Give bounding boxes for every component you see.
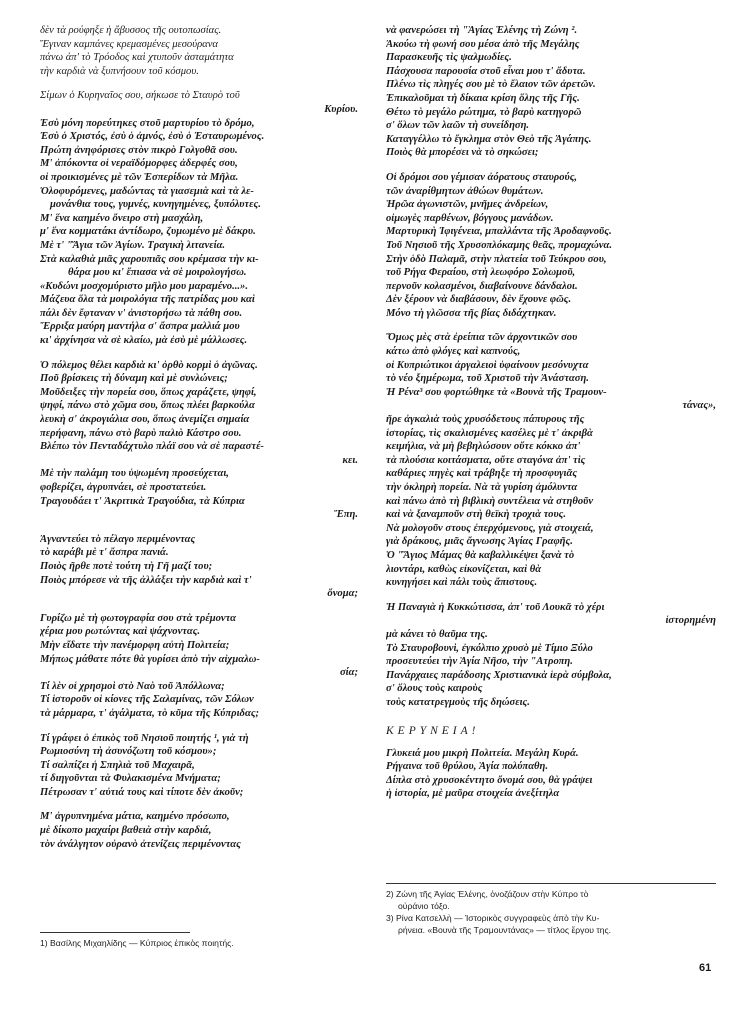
verse-line: Ὅμως μὲς στὰ ἐρείπια τῶν ἀρχοντικῶν σου xyxy=(386,332,578,344)
verse-line: καὶ πάνω ἀπὸ τὴ βιβλικὴ συντέλεια νὰ στηθοῦν xyxy=(386,495,594,507)
verse-line: Ρήγαινα τοῦ θρύλου, Ἁγία πολύπαθη. xyxy=(386,761,549,773)
verse-line: Στὴν ὁδὸ Παλαμᾶ, στὴν πλατεία τοῦ Τεύκρου σου, xyxy=(386,253,607,265)
verse-line: τάνας», xyxy=(682,400,716,412)
verse-line: μ' ἕνα κομματάκι ἀντίδωρο, ζυμωμένο μὲ δάκρυ. xyxy=(40,226,256,238)
verse-line: Ποῦ βρίσκεις τὴ δύναμη καὶ μὲ συνλώνεις; xyxy=(40,373,228,385)
page-number: 61 xyxy=(699,962,712,974)
footnote: οὐράνιο τόξο. xyxy=(398,901,450,911)
verse-line: κάτω ἀπὸ φλόγες καὶ καπνούς, xyxy=(386,346,521,358)
verse-line: Μὲ τὴν παλάμη του ὑψωμένη προσεύχεται, xyxy=(40,468,229,480)
verse-line: Νὰ μολογοῦν στους ἐπερχόμενους, γιὰ στοιχειά, xyxy=(386,522,594,534)
verse-line: Τί γράφει ὁ ἐπικὸς τοῦ Νησιοῦ ποιητής ¹, γιὰ τὴ xyxy=(40,732,249,744)
verse-line: τὸ καράβι μὲ τ' ἄσπρα πανιά. xyxy=(40,547,169,559)
verse-line: μονάνθια τους, γυμνές, κυνηγημένες, ξυπόλυτες. xyxy=(50,199,261,211)
verse-line: Μὴν εἴδατε τὴν πανέμορφη αὐτὴ Πολιτεία; xyxy=(40,639,230,651)
stanza xyxy=(40,24,358,78)
verse-line: ὄνομα; xyxy=(327,588,358,600)
verse-line: Πέτρωσαν τ' αὐτιά τους καὶ τίποτε δὲν ἀκοῦν; xyxy=(40,786,244,798)
verse-line: περνοῦν κολασμένοι, διαβαίνουνε δάνδαλοι. xyxy=(386,280,578,292)
verse-line: Ἡρῶα ἀγωνιστῶν, μνῆμες ἀνδρείων, xyxy=(386,199,549,211)
stanza xyxy=(386,601,716,710)
verse-line: Ἐσὺ μόνη πορεύτηκες στοῦ μαρτυρίου τὸ δρόμο, xyxy=(40,117,255,129)
verse-line: Τοῦ Νησιοῦ τῆς Χρυσοπλόκαμης θεᾶς, προμαχώνα. xyxy=(386,239,612,251)
verse-line: τοῦ Ρήγα Φεραίου, στὴ λεωφόρο Σολωμοῦ, xyxy=(386,267,576,279)
verse-line: Ἀκούω τὴ φωνή σου μέσα ἀπὸ τῆς Μεγάλης xyxy=(386,38,580,50)
verse-line: δὲν τὰ ρούφηξε ἡ ἄβυσσος τῆς ουτοπωσίας. xyxy=(40,25,222,36)
verse-line: Σίμων ὁ Κυρηναῖος σου, σήκωσε τὸ Σταυρὸ τοῦ xyxy=(40,90,240,102)
verse-line: Ἡ Παναγιὰ ἡ Κυκκώτισσα, ἀπ' τοῦ Λουκᾶ τὸ χέρι xyxy=(386,601,605,613)
verse-line: τῶν ἀναρίθμητων ἀθώων θυμάτων. xyxy=(386,185,544,197)
right-footnotes xyxy=(386,883,716,936)
verse-line: Πρώτη ἀνηφόρισες στὸν πικρὸ Γολγοθᾶ σου. xyxy=(40,144,238,156)
verse-line: Ἐπικαλοῦμαι τὴ δίκαια κρίση ὅλης τῆς Γῆς. xyxy=(386,92,580,104)
stanza xyxy=(386,747,716,801)
verse-line: Ἔπη. xyxy=(333,509,358,521)
stanza xyxy=(386,331,716,589)
right-column xyxy=(386,24,716,801)
stanza xyxy=(40,533,358,601)
verse-line: οἱ Κυπριώτικοι ἀργαλειοὶ ὑφαίνουν μεσόνυχτα xyxy=(386,359,589,371)
verse-line: Ποιὸς μπόρεσε νὰ τῆς ἀλλάξει τὴν καρδιὰ καὶ τ' xyxy=(40,574,252,586)
verse-line: Ποιὸς ῆρθε ποτὲ τούτη τὴ Γῆ μαζί του; xyxy=(40,560,213,572)
verse-line: σ' ὅλων τῶν λαῶν τὴ συνείδηση. xyxy=(386,120,530,132)
stanza xyxy=(40,810,358,851)
verse-line: Ποιὸς θὰ μπορέσει νὰ τὸ σηκώσει; xyxy=(386,147,539,159)
verse-line: κειμήλια, νὰ μὴ βεβηλώσουν οὔτε κόκκο ἀπ' xyxy=(386,441,581,453)
verse-line: προσευτεύει τὴν Ἁγία Νῆσο, τὴν "Ατροπη. xyxy=(386,656,573,668)
verse-line: ῆρε ἀγκαλιὰ τοὺς χρυσόδετους πάπυρους τῆς xyxy=(386,414,585,426)
verse-line: οἱ προικισμένες μὲ τῶν Ἑσπερίδων τὰ Μῆλα. xyxy=(40,171,239,183)
verse-line: ἱστορίας, τὶς σκαλισμένες κασέλες μὲ τ' ἀκριβὰ xyxy=(386,427,593,439)
verse-line: ψηφί, πάνω στὸ χῶμα σου, ὅπως πλέει βαρκούλα xyxy=(40,400,255,412)
verse-line: καθάριες πηγὲς καὶ τράβηξε τὴ προσφυγιᾶς xyxy=(386,468,578,480)
verse-line: Ὀλοφυρόμενες, μαδώντας τὰ γιασεμιὰ καὶ τὰ λε- xyxy=(40,185,254,197)
verse-line: Στὰ καλαθιὰ μιᾶς χαρουπιᾶς σου κρέμασα τὴν κι- xyxy=(40,253,259,265)
verse-line: τὴν ὀκληρὴ πορεία. Νὰ τὰ γυρίση ἀμόλυντα xyxy=(386,482,578,493)
verse-line: Τί λὲν οἱ χρησμοὶ στὸ Ναὸ τοῦ Ἀπόλλωνα; xyxy=(40,680,225,692)
verse-line: Ἀγναντεύει τὸ πέλαγο περιμένοντας xyxy=(40,533,196,545)
verse-line: Ὁ "Ἅγιος Μάμας θὰ καβαλλικέψει ξανὰ τὸ xyxy=(386,549,575,561)
verse-line: Τὸ Σταυροβουνὶ, ἐγκόλπιο χρυσὸ μὲ Τίμιο Ξύλο xyxy=(386,642,593,654)
footnote: ρήνεια. «Βουνὰ τῆς Τραμουντάνας» — τίτλος ἔργου της. xyxy=(398,925,612,935)
verse-line: Τί σαλπίζει ἡ Σπηλιὰ τοῦ Μαχαιρᾶ, xyxy=(40,759,195,771)
verse-line: Βλέπω τὸν Πενταδάχτυλο πλάϊ σου νὰ σὲ παραστέ- xyxy=(40,441,264,453)
verse-line: πάλι δὲν ἔφταναν ν' ἀνιστορήσω τὰ πάθη σου. xyxy=(40,307,243,319)
verse-line: Πλένω τὶς πληγές σου μὲ τὸ ἔλαιον τῶν ἀρετῶν. xyxy=(386,79,596,91)
verse-line: θάρα μου κι' ἔπιασα νὰ σὲ μοιρολογήσω. xyxy=(68,267,247,279)
verse-line: περήφανη, πάνω στὸ βαρὺ παλιὸ Κάστρο σου. xyxy=(40,427,242,439)
stanza xyxy=(40,89,358,347)
left-column xyxy=(40,24,358,851)
footnote: 2) Ζώνη τῆς Ἁγίας Ἑλένης, ὀνοζάζουν στὴν Κύπρο τὸ xyxy=(386,889,589,899)
verse-line: κυνηγήσει καὶ πάλι τοὺς ἄπιστους. xyxy=(386,577,538,589)
verse-line: τί διηγοῦνται τὰ Φυλακισμένα Μνήματα; xyxy=(40,773,221,785)
verse-line: Καταγγέλλω τὸ ἔγκλημα στὸν Θεὸ τῆς Ἀγάπης. xyxy=(386,133,592,145)
verse-line: καὶ νὰ ξαναμποῦν στὴ θεϊκὴ τροχιὰ τους. xyxy=(386,509,567,521)
footnote: 1) Βασίλης Μιχαηλίδης — Κύπριος ἐπικὸς ποιητής. xyxy=(40,938,234,948)
verse-line: σία; xyxy=(339,667,358,679)
verse-line: πάνω ἀπ' τὸ Τρόοδος καὶ χτυποῦν ἀσταμάτητα xyxy=(40,52,234,64)
verse-line: τὰ πλούσια κοιτάσματα, οὔτε σταγόνα ἀπ' τὶς xyxy=(386,454,586,466)
stanza xyxy=(386,24,716,160)
footnote: 3) Ρίνα Κατσελλὴ — Ἱστορικὸς συγγραφεὺς ἀπὸ τὴν Κυ- xyxy=(386,913,600,923)
verse-line: Μ' ἀπόκοντα οἱ νεραϊδόμορφες ἀδερφές σου, xyxy=(40,158,238,170)
verse-line: Πανάρχαιες παράδοσης Χριστιανικὰ ἱερὰ σύμβολα, xyxy=(386,669,612,681)
section-heading: ΚΕΡΥΝΕΙΑ! xyxy=(386,724,480,737)
verse-line: Ἔρριξα μαύρη μαντήλα σ' ἄσπρα μαλλιά μου xyxy=(40,321,240,333)
verse-line: τὰ μάρμαρα, τ' ἀγάλματα, τὸ κῦμα τῆς Κύπριδας; xyxy=(40,707,260,719)
verse-line: Ἐσὺ ὁ Χριστός, ἐσὺ ὁ ἀμνός, ἐσὺ ὁ Ἐσταυρωμένος. xyxy=(40,131,265,143)
verse-line: χέρια μου ρωτώντας καὶ ψάχνοντας. xyxy=(40,626,201,638)
verse-line: Γυρίζω μὲ τὴ φωτογραφία σου στὰ τρέμοντα xyxy=(40,612,236,624)
verse-line: φοβερίζει, ἀγρυπνάει, σὲ προστατεύει. xyxy=(40,482,207,493)
verse-line: Μ' ἕνα καημένο ὄνειρο στὴ μασχάλη, xyxy=(40,212,204,224)
verse-line: Δὲν ξέρουν νὰ διαβάσουν, δὲν ἔχουνε φῶς. xyxy=(386,294,572,306)
verse-line: Μὲ τ' "Ἅγια τῶν Ἁγίων. Τραγικὴ λιτανεία. xyxy=(40,239,226,251)
verse-line: Ἡ Ρένα³ σου φορτώθηκε τὰ «Βουνὰ τῆς Τραμουν- xyxy=(386,386,607,398)
verse-line: οἰμωγὲς παρθένων, βόγγους μανάδων. xyxy=(386,212,554,224)
verse-line: Τί ἱστοροῦν οἱ κίονες τῆς Σαλαμίνας, τῶν Σόλων xyxy=(40,694,254,706)
verse-line: Παρασκευῆς τὶς ψαλμωδίες. xyxy=(386,52,512,64)
verse-line: κι' ἀρχίνησα νὰ σὲ κλαίω, μὰ ἐσὺ μὲ μάλλωσες. xyxy=(40,335,248,347)
verse-line: Μαρτυρικὴ Ἰφιγένεια, μπαλλάντα τῆς Ἀροδαφνοῦς. xyxy=(386,226,612,238)
verse-line: Μόνο τὴ γλῶσσα τῆς βίας διδάχτηκαν. xyxy=(386,307,557,319)
verse-line: «Κυδώνι μοσχομύριστο μῆλο μου μαραμένο...». xyxy=(40,280,248,292)
verse-line: σ' ὅλους τοὺς καιροὺς xyxy=(386,683,483,695)
verse-line: μὰ κάνει τὸ θαῦμα της. xyxy=(386,628,488,640)
verse-line: λευκὴ σ' ἀκρογιάλια σου, ὅπως ἀνεμίζει σημαία xyxy=(40,414,250,426)
verse-line: μὲ δίκοπο μαχαίρι βαθειὰ στὴν καρδιά, xyxy=(40,825,212,837)
verse-line: Μοῦδειξες τὴν πορεία σου, ὅπως χαράζετε, ψηφί, xyxy=(40,386,257,398)
verse-line: τὸ νέο ξημέρωμα, τοῦ Χριστοῦ τὴν Ἀνάσταση. xyxy=(386,373,589,385)
verse-line: νὰ φανερώσει τὴ "Ἁγίας Ἑλένης τὴ Ζώνη ². xyxy=(386,25,578,36)
verse-line: ἡ ἱστορία, μὲ μαῦρα στοιχεία ἀνεξίτηλα xyxy=(386,788,560,800)
verse-line: Δίπλα στὸ χρυσοκέντητο ὄνομά σου, θὰ γράψει xyxy=(386,774,593,786)
verse-line: τὸν ἀνάλγητον οὐρανὸ ἀτενίζεις περιμένοντας xyxy=(40,838,241,850)
verse-line: γιὰ δράκους, μιᾶς ἄγνωσης Ἁγίας Γραφῆς. xyxy=(386,536,573,548)
verse-line: τὴν καρδιὰ νὰ ξυπνήσουν τοῦ κόσμου. xyxy=(40,65,199,77)
verse-line: Πάσχουσα παρουσία στοῦ εἶναι μου τ' ἄδυτα. xyxy=(386,65,586,77)
verse-line: Ρωμιοσύνη τὴ ἀσυνόζωτη τοῦ κόσμου»; xyxy=(40,746,217,758)
stanza xyxy=(40,612,358,721)
verse-line: κει. xyxy=(342,454,358,466)
verse-line: λιοντάρι, καθὼς εἰκονίζεται, καὶ θὰ xyxy=(386,563,542,575)
verse-line: Κυρίου. xyxy=(324,103,358,115)
verse-line: τοὺς κατατρεγμοὺς τῆς δηώσεις. xyxy=(386,696,530,708)
verse-line: Οἱ δρόμοι σου γέμισαν ἀόρατους σταυρούς, xyxy=(386,171,578,183)
verse-line: Μ' ἀγρυπνημένα μάτια, καημένο πρόσωπο, xyxy=(40,811,230,823)
left-footnotes xyxy=(40,932,358,949)
verse-line: Γλυκειά μου μικρὴ Πολιτεία. Μεγάλη Κυρά. xyxy=(386,747,579,759)
verse-line: Ἔγιναν καμπάνες κρεμασμένες μεσούρανα xyxy=(40,38,218,50)
stanza xyxy=(40,732,358,800)
verse-line: Μάζευα ὅλα τὰ μοιρολόγια τῆς πατρίδας μου καὶ xyxy=(40,294,255,306)
verse-line: Τραγουδάει τ' Ἀκριτικὰ Τραγούδια, τὰ Κύπρια xyxy=(40,495,245,507)
verse-line: Θέτω τὸ μεγάλο ρώτημα, τὸ βαρὺ κατηγορῶ xyxy=(386,106,582,118)
verse-line: Ὁ πόλεμος θέλει καρδιὰ κι' ὀρθὸ κορμὶ ὁ ἀγῶνας. xyxy=(40,359,258,371)
stanza xyxy=(386,171,716,321)
stanza xyxy=(40,359,358,522)
verse-line: Μήπως μάθατε πότε θὰ γυρίσει ἀπὸ τὴν αἰχμαλω- xyxy=(40,653,260,665)
verse-line: ἱστορημένη xyxy=(665,615,716,627)
